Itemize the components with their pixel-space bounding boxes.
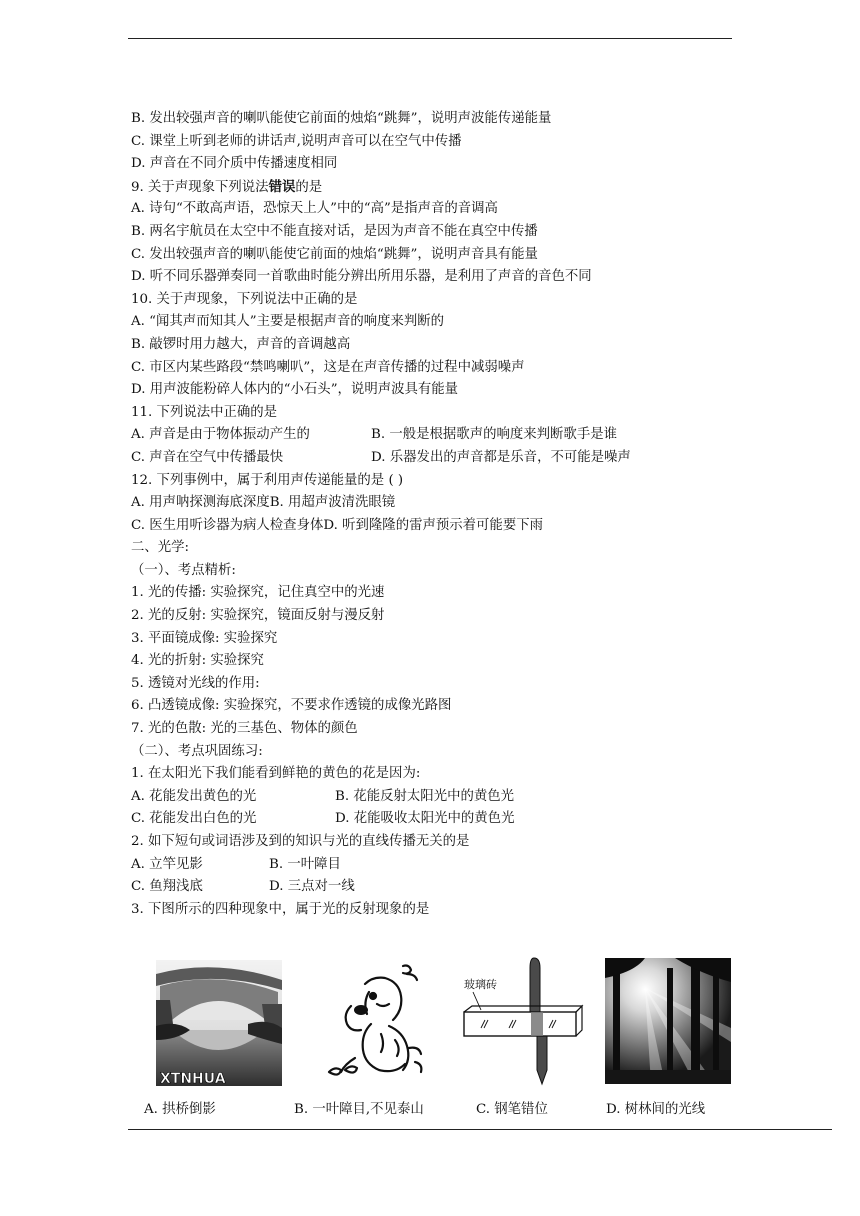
q11-option-a: A. 声音是由于物体振动产生的 [131, 427, 310, 443]
p1-stem: 1. 在太阳光下我们能看到鲜艳的黄色的花是因为: [131, 766, 421, 782]
p1-option-b: B. 花能反射太阳光中的黄色光 [335, 788, 515, 804]
footer-rule [128, 1129, 832, 1130]
p2-row-2 [131, 876, 831, 899]
p2-stem: 2. 如下短句或词语涉及到的知识与光的直线传播无关的是 [131, 834, 470, 849]
q11-row-2 [131, 447, 831, 470]
key-point-1: 1. 光的传播: 实验探究，记住真空中的光速 [131, 585, 385, 601]
leaf-cartoon-drawing [311, 962, 441, 1086]
header-rule [128, 38, 732, 39]
q9-stem [131, 176, 831, 199]
p2-option-b: B. 一叶障目 [269, 856, 341, 872]
photo-watermark: XTNHUA [160, 1071, 226, 1086]
key-point-6: 6. 凸透镜成像: 实验探究，不要求作透镜的成像光路图 [131, 698, 452, 714]
caption-c: C. 钢笔错位 [476, 1102, 548, 1117]
q11-option-d: D. 乐器发出的声音都是乐音，不可能是噪声 [371, 449, 631, 465]
q10-option-b: B. 敲锣时用力越大，声音的音调越高 [131, 336, 351, 352]
p1-option-d: D. 花能吸收太阳光中的黄色光 [335, 811, 515, 827]
q10-stem: 10. 关于声现象，下列说法中正确的是 [131, 291, 358, 307]
p1-option-a: A. 花能发出黄色的光 [131, 788, 257, 804]
caption-a: A. 拱桥倒影 [144, 1102, 216, 1117]
key-point-5: 5. 透镜对光线的作用: [131, 675, 260, 691]
q12-row-1: A. 用声呐探测海底深度B. 用超声波清洗眼镜 [131, 495, 396, 511]
q11-option-b: B. 一般是根据歌声的响度来判断歌手是谁 [371, 427, 617, 443]
p2-option-a: A. 立竿见影 [131, 856, 203, 872]
p3-stem: 3. 下图所示的四种现象中，属于光的反射现象的是 [131, 901, 430, 917]
q9-option-b: B. 两名宇航员在太空中不能直接对话，是因为声音不能在真空中传播 [131, 223, 538, 239]
caption-d: D. 树林间的光线 [606, 1102, 706, 1117]
p2-option-d: D. 三点对一线 [269, 879, 355, 895]
arch-bridge-photo [156, 960, 282, 1086]
subsection-key-points: （一）、考点精析: [131, 562, 236, 578]
section-optics-title: 二、光学: [131, 540, 190, 556]
q10-option-a: A. “闻其声而知其人”主要是根据声音的响度来判断的 [131, 314, 445, 330]
p1-row-2 [131, 808, 831, 831]
q9-stem-suffix: 的是 [295, 179, 323, 195]
pen-glass-brick-diagram [461, 956, 589, 1088]
q9-option-d: D. 听不同乐器弹奏同一首歌曲时能分辨出所用乐器，是利用了声音的音色不同 [131, 269, 592, 285]
q10-option-d: D. 用声波能粉碎人体内的“小石头”，说明声波具有能量 [131, 382, 459, 398]
subsection-practice: （二）、考点巩固练习: [131, 743, 263, 759]
q11-stem: 11. 下列说法中正确的是 [131, 404, 278, 420]
q11-row-1 [131, 424, 831, 447]
p2-option-c: C. 鱼翔浅底 [131, 879, 203, 895]
key-point-7: 7. 光的色散: 光的三基色、物体的颜色 [131, 721, 358, 737]
forest-light-photo [605, 958, 731, 1084]
q8-option-d: D. 声音在不同介质中传播速度相同 [131, 156, 338, 172]
q8-option-c: C. 课堂上听到老师的讲话声,说明声音可以在空气中传播 [131, 133, 462, 149]
p2-row-1 [131, 854, 831, 877]
q9-option-c: C. 发出较强声音的喇叭能使它前面的烛焰“跳舞”，说明声音具有能量 [131, 246, 538, 262]
p3-figures [131, 956, 831, 1126]
document-body [131, 108, 831, 921]
q12-stem: 12. 下列事例中，属于利用声传递能量的是 ( ) [131, 472, 404, 488]
glass-brick-label: 玻璃砖 [464, 978, 497, 991]
p1-row-1 [131, 786, 831, 809]
q10-option-c: C. 市区内某些路段“禁鸣喇叭”，这是在声音传播的过程中减弱噪声 [131, 359, 525, 375]
q9-stem-emphasis: 错误 [268, 178, 296, 195]
key-point-4: 4. 光的折射: 实验探究 [131, 653, 264, 669]
q12-row-2: C. 医生用听诊器为病人检查身体D. 听到隆隆的雷声预示着可能要下雨 [131, 517, 543, 533]
q9-stem-prefix: 9. 关于声现象下列说法 [131, 179, 269, 195]
q9-option-a: A. 诗句“不敢高声语，恐惊天上人”中的“高”是指声音的音调高 [131, 201, 498, 217]
q8-option-b: B. 发出较强声音的喇叭能使它前面的烛焰“跳舞”，说明声波能传递能量 [131, 111, 552, 126]
key-point-2: 2. 光的反射: 实验探究，镜面反射与漫反射 [131, 608, 385, 624]
caption-b: B. 一叶障目,不见泰山 [294, 1102, 424, 1117]
q11-option-c: C. 声音在空气中传播最快 [131, 449, 284, 465]
p1-option-c: C. 花能发出白色的光 [131, 811, 257, 827]
key-point-3: 3. 平面镜成像: 实验探究 [131, 630, 278, 646]
